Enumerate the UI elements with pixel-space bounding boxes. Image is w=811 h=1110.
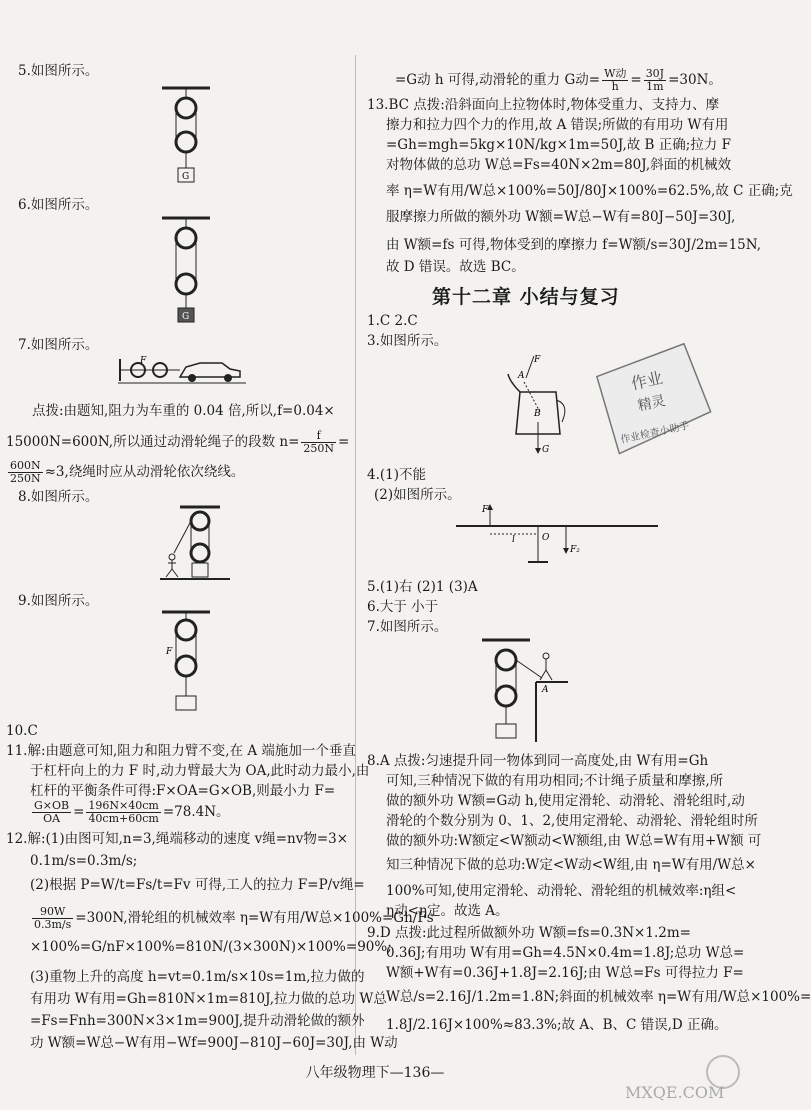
c4-line1: 4.(1)不能	[367, 467, 427, 483]
q6-label: 6.如图所示。	[18, 197, 99, 213]
q13-line3: =Gh=mgh=5kg×10N/kg×1m=50J,故 B 正确;拉力 F	[386, 137, 731, 153]
column-divider	[355, 55, 356, 1055]
q13-line2: 擦力和拉力四个力的作用,故 A 错误;所做的有用功 W有用	[386, 117, 729, 133]
c4-f2: F₂	[570, 545, 580, 555]
q12-line6: (3)重物上升的高度 h=vt=0.1m/s×10s=1m,拉力做的	[30, 969, 365, 985]
c8-line3: 做的额外功 W额=G动 h,使用定滑轮、动滑轮、滑轮组时,动	[386, 793, 745, 809]
q11-line4: $\frac{G\times OB}{OA}$ = $\frac{196N\times 40cm}{40cm+60cm}$ =78.4N。	[34, 799, 230, 825]
c6: 6.大于 小于	[367, 599, 439, 615]
c9-line4: W总/s=2.16J/1.2m=1.8N;斜面的机械效率 η=W有用/W总×100%=	[386, 989, 811, 1005]
q9-label: 9.如图所示。	[18, 593, 99, 609]
figure-q5-g: G	[182, 172, 190, 182]
site-watermark	[615, 1052, 745, 1104]
c3-g: G	[542, 445, 550, 455]
figure-q7-car	[118, 355, 248, 385]
q12-line1: 12.解:(1)由图可知,n=3,绳端移动的速度 v绳=nv物=3×	[6, 831, 349, 847]
c8-line6: 知三种情况下做的总功:W定<W动<W组,由 η=W有用/W总×	[386, 857, 756, 873]
q13-line6: 服摩擦力所做的额外功 W额=W总−W有=80J−50J=30J,	[386, 209, 736, 225]
c4-l: l	[512, 535, 515, 545]
r-line1: =G动 h 可得,动滑轮的重力 G动= $\frac{\text{W动}}{h}$ = $\frac{30J}{1m}$ =30N。	[395, 67, 722, 93]
c4-f: F	[482, 505, 489, 515]
c7-a: A	[542, 685, 549, 695]
q7-label: 7.如图所示。	[18, 337, 99, 353]
page-footer: 八年级物理下—136—	[305, 1065, 445, 1081]
q12-line7: 有用功 W有用=Gh=810N×1m=810J,拉力做的总功 W总	[30, 991, 387, 1007]
c8-line2: 可知,三种情况下做的有用功相同;不计绳子质量和摩擦,所	[386, 773, 724, 789]
c3-a: A	[518, 371, 525, 381]
homework-stamp	[585, 334, 725, 467]
c9-line1: 9.D 点拨:此过程所做额外功 W额=fs=0.3N×1.2m=	[367, 925, 691, 941]
c9-line3: W额+W有=0.36J+1.8J=2.16J;由 W总=Fs 可得拉力 F=	[386, 965, 744, 981]
figure-q5-pulley	[160, 80, 220, 190]
q13-line1: 13.BC 点拨:沿斜面向上拉物体时,物体受重力、支持力、摩	[367, 97, 720, 113]
q7-tip-line3: $\frac{600N}{250N}$ ≈3,绕绳时应从动滑轮依次绕线。	[10, 459, 245, 485]
figure-c7-pulley	[480, 634, 570, 744]
q12-line3: (2)根据 P=W/t=Fs/t=Fv 可得,工人的拉力 F=P/v绳=	[30, 877, 365, 893]
chapter-title: 第十二章 小结与复习	[432, 286, 620, 308]
q12-line8: =Fs=Fnh=300N×3×1m=900J,提升动滑轮做的额外	[30, 1013, 365, 1029]
q10: 10.C	[6, 723, 38, 739]
c9-line2: 0.36J;有用功 W有用=Gh=4.5N×0.4m=1.8J;总功 W总=	[386, 945, 745, 961]
figure-c4-lever	[452, 500, 662, 570]
q11-line1: 11.解:由题意可知,阻力和阻力臂不变,在 A 端施加一个垂直	[6, 743, 356, 759]
figure-q8-pulley	[160, 503, 230, 583]
q13-line7: 由 W额=fs 可得,物体受到的摩擦力 f=W额/s=30J/2m=15N,	[386, 237, 762, 253]
c8-line8: η动<η定。故选 A。	[386, 903, 509, 919]
q12-line5: ×100%=G/nF×100%=810N/(3×300N)×100%=90%;	[30, 939, 392, 955]
c4-line2: (2)如图所示。	[374, 487, 461, 503]
stamp-line3: 作业检查小助手	[619, 420, 691, 446]
stamp-line2: 精灵	[636, 393, 668, 415]
figure-q6-pulley	[160, 212, 220, 327]
c1-c2: 1.C 2.C	[367, 313, 418, 329]
c3-label: 3.如图所示。	[367, 333, 448, 349]
q12-line9: 功 W额=W总−W有用−Wf=900J−810J−60J=30J,由 W动	[30, 1035, 398, 1051]
c8-line7: 100%可知,使用定滑轮、动滑轮、滑轮组的机械效率:η组<	[386, 883, 737, 899]
c5: 5.(1)右 (2)1 (3)A	[367, 579, 478, 595]
figure-c3-kettle	[500, 352, 580, 462]
q8-label: 8.如图所示。	[18, 489, 99, 505]
figure-q6-g: G	[182, 312, 190, 322]
q13-line8: 故 D 错误。故选 BC。	[386, 259, 525, 275]
q12-line2: 0.1m/s=0.3m/s;	[30, 853, 138, 869]
c3-b: B	[534, 409, 541, 419]
c8-line1: 8.A 点拨:匀速提升同一物体到同一高度处,由 W有用=Gh	[367, 753, 709, 769]
c7-label: 7.如图所示。	[367, 619, 448, 635]
q11-line3: 杠杆的平衡条件可得:F×OA=G×OB,则最小力 F=	[30, 783, 336, 799]
q7-tip-line2: 15000N=600N,所以通过动滑轮绳子的段数 n= $\frac{f}{250N}$ =	[6, 429, 350, 455]
q13-line4: 对物体做的总功 W总=Fs=40N×2m=80J,斜面的机械效	[386, 157, 732, 173]
q5-label: 5.如图所示。	[18, 63, 99, 79]
figure-q9-f: F	[166, 647, 173, 657]
c9-line5: 1.8J/2.16J×100%≈83.3%;故 A、B、C 错误,D 正确。	[386, 1017, 728, 1033]
figure-q9-pulley	[160, 606, 220, 716]
stamp-line1: 作业	[629, 368, 665, 394]
q13-line5: 率 η=W有用/W总×100%=50J/80J×100%=62.5%,故 C 正确;克	[386, 183, 793, 199]
q12-line4: $\frac{90W}{0.3m/s}$ =300N,滑轮组的机械效率 η=W有用/W总×100%=Gh/Fs	[34, 905, 434, 931]
c3-f: F	[534, 355, 541, 365]
watermark-text: MXQE.COM	[625, 1083, 725, 1102]
c4-o: O	[542, 533, 550, 543]
figure-q7-f: F	[140, 356, 147, 366]
q7-tip-line1: 点拨:由题知,阻力为车重的 0.04 倍,所以,f=0.04×	[32, 403, 335, 419]
c8-line4: 滑轮的个数分别为 0、1、2,使用定滑轮、动滑轮、滑轮组时所	[386, 813, 758, 829]
q11-line2: 于杠杆向上的力 F 时,动力臂最大为 OA,此时动力最小,由	[30, 763, 370, 779]
c8-line5: 做的额外功:W额定<W额动<W额组,由 W总=W有用+W额 可	[386, 833, 762, 849]
